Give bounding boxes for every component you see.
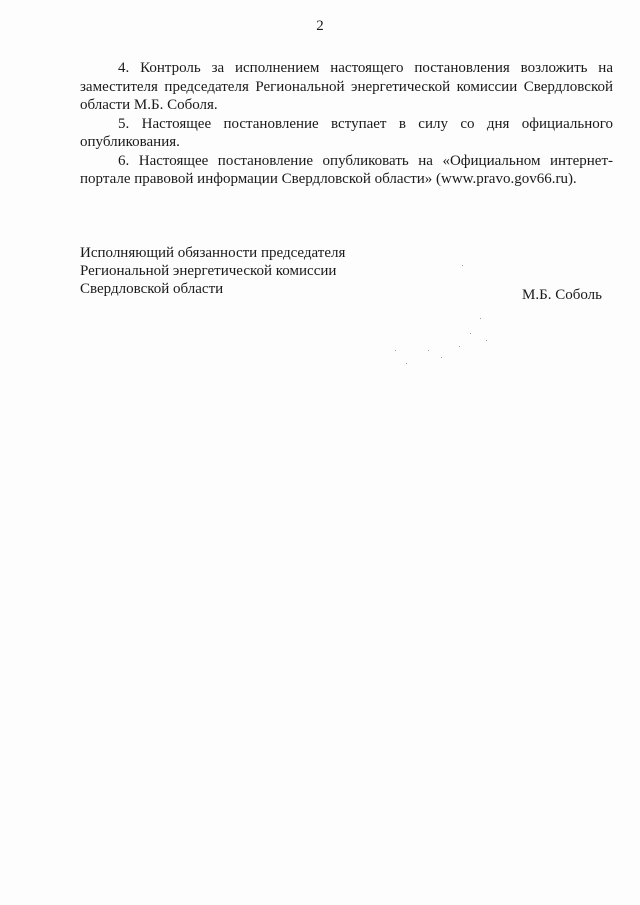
scan-speck <box>428 350 429 351</box>
scan-speck <box>486 340 487 341</box>
scan-speck <box>462 265 463 266</box>
signature-block <box>80 244 602 303</box>
document-body <box>80 59 613 189</box>
signatory-position-line-3: Свердловской области <box>80 281 224 297</box>
scan-speck <box>470 333 471 334</box>
scan-speck <box>395 350 396 351</box>
scan-speck <box>459 346 460 347</box>
signatory-position-line-2: Региональной энергетической комиссии <box>80 263 337 279</box>
scan-speck <box>441 357 442 358</box>
signatory-name: М.Б. Соболь <box>522 287 602 303</box>
signatory-position-line-1: Исполняющий обязанности председателя <box>80 245 346 261</box>
paragraph-4: 4. Контроль за исполнением настоящего постановления возложить на заместителя председателя Региональной энергетической комиссии Свердловской области М.Б. Соболя. <box>80 60 613 113</box>
scan-speck <box>480 318 481 319</box>
page-number: 2 <box>316 18 324 34</box>
paragraph-6: 6. Настоящее постановление опубликовать на «Официальном интернет-портале правовой информации Свердловской области» (www.pravo.gov66.ru). <box>80 152 613 187</box>
paragraph-5: 5. Настоящее постановление вступает в силу со дня официального опубликования. <box>80 115 613 150</box>
scan-speck <box>406 363 407 364</box>
